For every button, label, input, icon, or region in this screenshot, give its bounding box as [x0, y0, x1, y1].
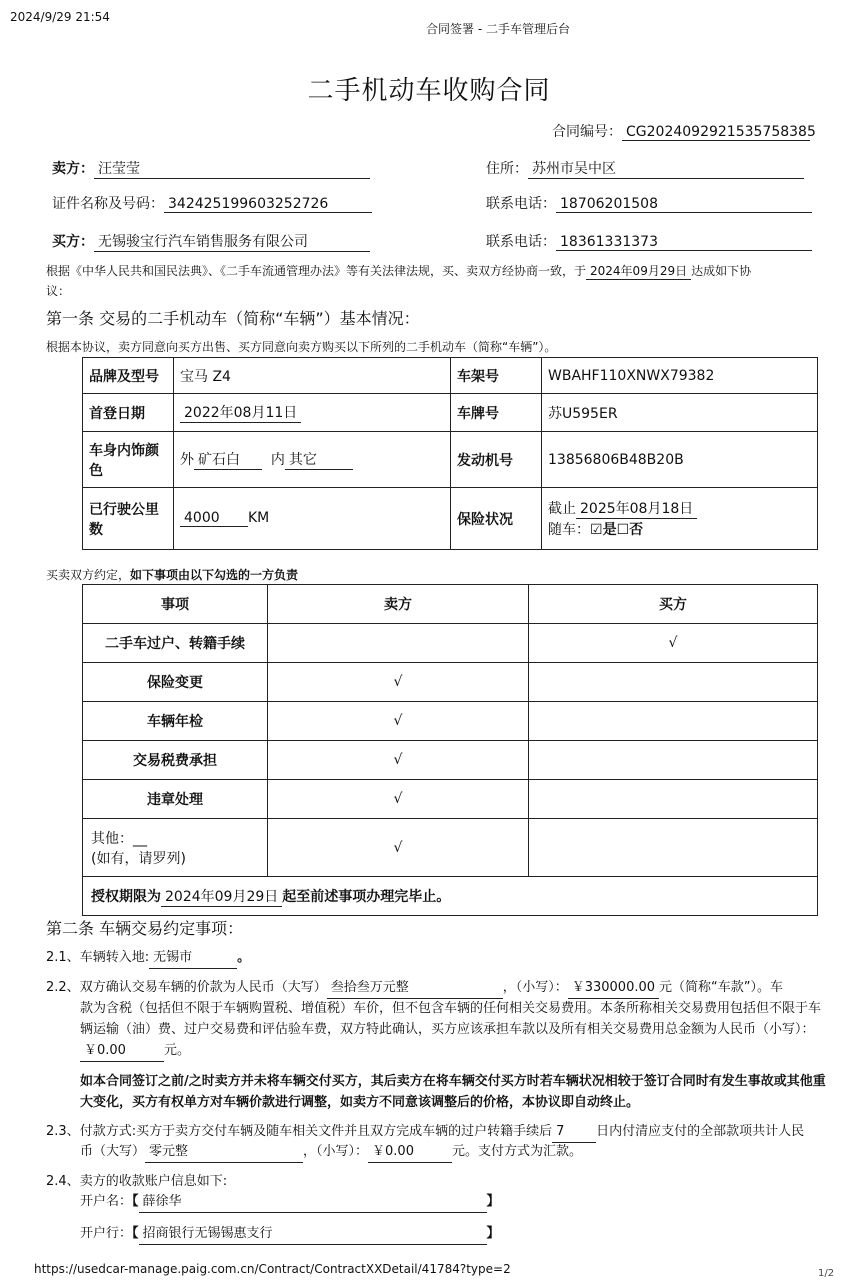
site-title: 合同签署 - 二手车管理后台 — [426, 22, 570, 36]
duty-buyer-mark — [529, 819, 818, 877]
seller-phone-label: 联系电话： — [486, 196, 556, 212]
clause-2-3-text-2: 日内付清应支付的全部款项共计人民 — [596, 1124, 805, 1139]
insurance-date: 2025年08月18日 — [576, 498, 697, 519]
seller-address-label: 住所： — [486, 161, 528, 177]
duty-table — [82, 584, 818, 916]
print-datetime: 2024/9/29 21:54 — [10, 10, 110, 24]
buyer-name: 无锡骏宝行汽车销售服务有限公司 — [94, 231, 370, 252]
bracket-left: 【 — [132, 1194, 139, 1209]
vin-value: WBAHF110XNWX79382 — [542, 358, 818, 394]
exterior-color: 矿石白 — [194, 449, 262, 470]
transfer-city: 无锡市 — [149, 948, 237, 969]
no-label: 否 — [629, 522, 644, 538]
yes-checkbox[interactable]: ☑ — [590, 522, 603, 538]
reg-date-label: 首登日期 — [83, 394, 174, 432]
clause-number: 2.1、 — [46, 950, 80, 965]
clause-2-2-fee — [80, 1041, 190, 1062]
duty-seller-mark: √ — [268, 663, 529, 702]
duty-intro-text: 买卖双方约定， — [46, 568, 131, 582]
mileage-cell — [174, 488, 451, 550]
other-note: (如有，请罗列) — [91, 850, 186, 867]
plate-value: 苏U595ER — [542, 394, 818, 432]
seller-name: 汪莹莹 — [94, 158, 370, 179]
duty-item: 交易税费承担 — [83, 741, 268, 780]
clause-2-2-text-3: 元（简称“车款”）。车 — [659, 980, 784, 995]
buyer-label: 买方： — [52, 234, 94, 250]
seller-address: 苏州市吴中区 — [528, 158, 804, 179]
clause-2-4-text: 卖方的收款账户信息如下: — [79, 1174, 228, 1189]
clause-2-1 — [46, 948, 250, 969]
reg-date-value: 2022年08月11日 — [180, 402, 301, 423]
seller-row — [52, 158, 370, 179]
article-2-title: 第二条 车辆交易约定事项： — [46, 919, 244, 938]
duty-buyer-mark: √ — [529, 624, 818, 663]
intro-tail: 达成如下协 — [691, 264, 752, 278]
article-1-title: 第一条 交易的二手机动车（简称“车辆”）基本情况： — [46, 309, 420, 328]
duty-seller-mark: √ — [268, 780, 529, 819]
fee-tail: 元。 — [164, 1043, 191, 1058]
duty-buyer-mark — [529, 663, 818, 702]
other-item-cell — [83, 819, 268, 877]
clause-2-2-bold-2: 大变化，买方有权单方对车辆价款进行调整，如卖方不同意该调整后的价格，本协议即自动终止。 — [80, 1095, 640, 1110]
table-row — [83, 741, 818, 780]
table-row — [83, 663, 818, 702]
plate-label: 车牌号 — [451, 394, 542, 432]
clause-2-3-text: 付款方式:买方于卖方交付车辆及随车相关文件并且双方完成车辆的过户转籍手续后 — [79, 1124, 553, 1139]
clause-2-4 — [46, 1172, 227, 1192]
price-lower: ￥330000.00 — [568, 978, 659, 999]
duty-seller-mark: √ — [268, 702, 529, 741]
fee-value: ￥0.00 — [80, 1041, 164, 1062]
duty-buyer-mark — [529, 702, 818, 741]
deadline-date: 2024年09月29日 — [161, 886, 282, 907]
clause-number: 2.2、 — [46, 980, 80, 995]
seller-id-label: 证件名称及号码： — [52, 196, 164, 212]
clause-2-3-line-2 — [80, 1142, 582, 1163]
article-1-desc: 根据本协议，卖方同意向买方出售、买方同意向卖方购买以下所列的二手机动车（简称“车辆”）。 — [46, 340, 557, 354]
seller-address-row — [486, 158, 804, 179]
buyer-row — [52, 231, 370, 252]
duty-item: 二手车过户、转籍手续 — [83, 624, 268, 663]
contract-number-label: 合同编号： — [552, 124, 622, 140]
table-row — [83, 624, 818, 663]
deadline-suffix: 起至前述事项办理完毕止。 — [282, 888, 451, 905]
clause-2-2-line-1 — [46, 978, 783, 999]
interior-prefix: 内 — [270, 452, 285, 468]
duty-item: 车辆年检 — [83, 702, 268, 741]
table-row — [83, 819, 818, 877]
intro-line-2: 议： — [46, 284, 71, 298]
color-cell — [174, 432, 451, 488]
reg-date-cell — [174, 394, 451, 432]
mileage-label: 已行驶公里数 — [83, 488, 174, 550]
insurance-cell — [542, 488, 818, 550]
buyer-phone-label: 联系电话： — [486, 234, 556, 250]
payment-lower: ￥0.00 — [368, 1142, 452, 1163]
clause-2-1-text: 车辆转入地: — [79, 950, 150, 965]
contract-number — [552, 121, 816, 141]
clause-2-3-line-1 — [46, 1122, 804, 1143]
clause-2-2-bold-1: 如本合同签订之前/之时卖方并未将车辆交付买方，其后卖方在将车辆交付买方时若车辆状况相较于签订合同时有发生事故或其他重 — [80, 1074, 826, 1089]
intro-text: 根据《中华人民共和国民法典》、《二手车流通管理办法》等有关法律法规，买、卖双方经协商一致，于 — [46, 264, 587, 278]
document-title: 二手机动车收购合同 — [307, 76, 551, 106]
clause-number: 2.4、 — [46, 1174, 80, 1189]
duty-seller-mark: √ — [268, 741, 529, 780]
duty-seller-mark: √ — [268, 819, 529, 877]
seller-id: 342425199603252726 — [164, 196, 372, 213]
interior-color: 其它 — [285, 449, 353, 470]
duty-intro — [46, 566, 298, 583]
insurance-prefix: 截止 — [548, 501, 576, 517]
bank-name: 招商银行无锡锡惠支行 — [139, 1224, 487, 1245]
contract-number-value: CG2024092921535758385 — [622, 124, 810, 141]
footer-url: https://usedcar-manage.paig.com.cn/Contract/ContractXXDetail/41784?type=2 — [34, 1262, 511, 1276]
payment-upper: 零元整 — [145, 1142, 303, 1163]
clause-2-2-text-2: ，（小写）： — [502, 980, 568, 995]
clause-2-3-text-4: ，（小写）： — [303, 1144, 369, 1159]
page-number: 1/2 — [818, 1268, 835, 1279]
seller-label: 卖方： — [52, 161, 94, 177]
seller-phone-row — [486, 193, 812, 213]
account-holder-label: 开户名： — [80, 1194, 133, 1209]
mileage-unit: KM — [248, 510, 270, 526]
bank-label: 开户行： — [80, 1226, 133, 1241]
engine-value: 13856806B48B20B — [542, 432, 818, 488]
clause-2-2-line-2: 款为含税（包括但不限于车辆购置税、增值税）车价，但不包含车辆的任何相关交易费用。本条所称相关交易费用包括但不限于车 — [80, 1001, 822, 1016]
clause-2-2-line-3: 辆运输（油）费、过户交易费和评估验车费，双方特此确认，买方应该承担车款以及所有相关交易费用总金额为人民币（小写）： — [80, 1022, 815, 1037]
color-label: 车身内饰颜色 — [83, 432, 174, 488]
bracket-right: 】 — [486, 1226, 500, 1241]
duty-seller-mark — [268, 624, 529, 663]
bank-row — [80, 1224, 500, 1245]
account-holder-row — [80, 1192, 500, 1213]
clause-2-3-text-5: 元。支付方式为汇款。 — [452, 1144, 583, 1159]
duty-buyer-mark — [529, 780, 818, 819]
engine-label: 发动机号 — [451, 432, 542, 488]
insurance-label: 保险状况 — [451, 488, 542, 550]
with-car-label: 随车： — [548, 522, 590, 538]
mileage-value: 4000 — [180, 510, 248, 527]
clause-2-2-text: 双方确认交易车辆的价款为人民币（大写） — [79, 980, 327, 995]
seller-phone: 18706201508 — [556, 196, 812, 213]
duty-item: 保险变更 — [83, 663, 268, 702]
clause-2-1-tail: 。 — [237, 950, 251, 965]
duty-intro-bold: 如下事项由以下勾选的一方负责 — [130, 568, 299, 582]
exterior-prefix: 外 — [180, 452, 194, 468]
intro-line — [46, 262, 751, 280]
no-checkbox[interactable]: ☐ — [616, 522, 630, 538]
deadline-cell — [83, 877, 818, 916]
brand-label: 品牌及型号 — [83, 358, 174, 394]
col-item-header: 事项 — [83, 585, 268, 624]
buyer-phone-row — [486, 231, 812, 251]
vehicle-info-table — [82, 357, 818, 550]
price-upper: 叁拾叁万元整 — [327, 978, 503, 999]
col-buyer-header: 买方 — [529, 585, 818, 624]
payment-days: 7 — [552, 1122, 596, 1143]
table-row — [83, 780, 818, 819]
deadline-prefix: 授权期限为 — [91, 888, 161, 905]
clause-2-3-text-3: 币（大写） — [80, 1144, 146, 1159]
clause-number: 2.3、 — [46, 1124, 80, 1139]
brand-value: 宝马 Z4 — [174, 358, 451, 394]
seller-id-row — [52, 193, 372, 213]
duty-buyer-mark — [529, 741, 818, 780]
bracket-left: 【 — [132, 1226, 139, 1241]
buyer-phone: 18361331373 — [556, 234, 812, 251]
table-row — [83, 702, 818, 741]
duty-item: 违章处理 — [83, 780, 268, 819]
other-item: 其他：__ — [91, 830, 147, 847]
vin-label: 车架号 — [451, 358, 542, 394]
bracket-right: 】 — [486, 1194, 500, 1209]
col-seller-header: 卖方 — [268, 585, 529, 624]
intro-date: 2024年09月29日 — [586, 262, 691, 280]
account-holder: 薛徐华 — [139, 1192, 487, 1213]
yes-label: 是 — [602, 522, 617, 538]
